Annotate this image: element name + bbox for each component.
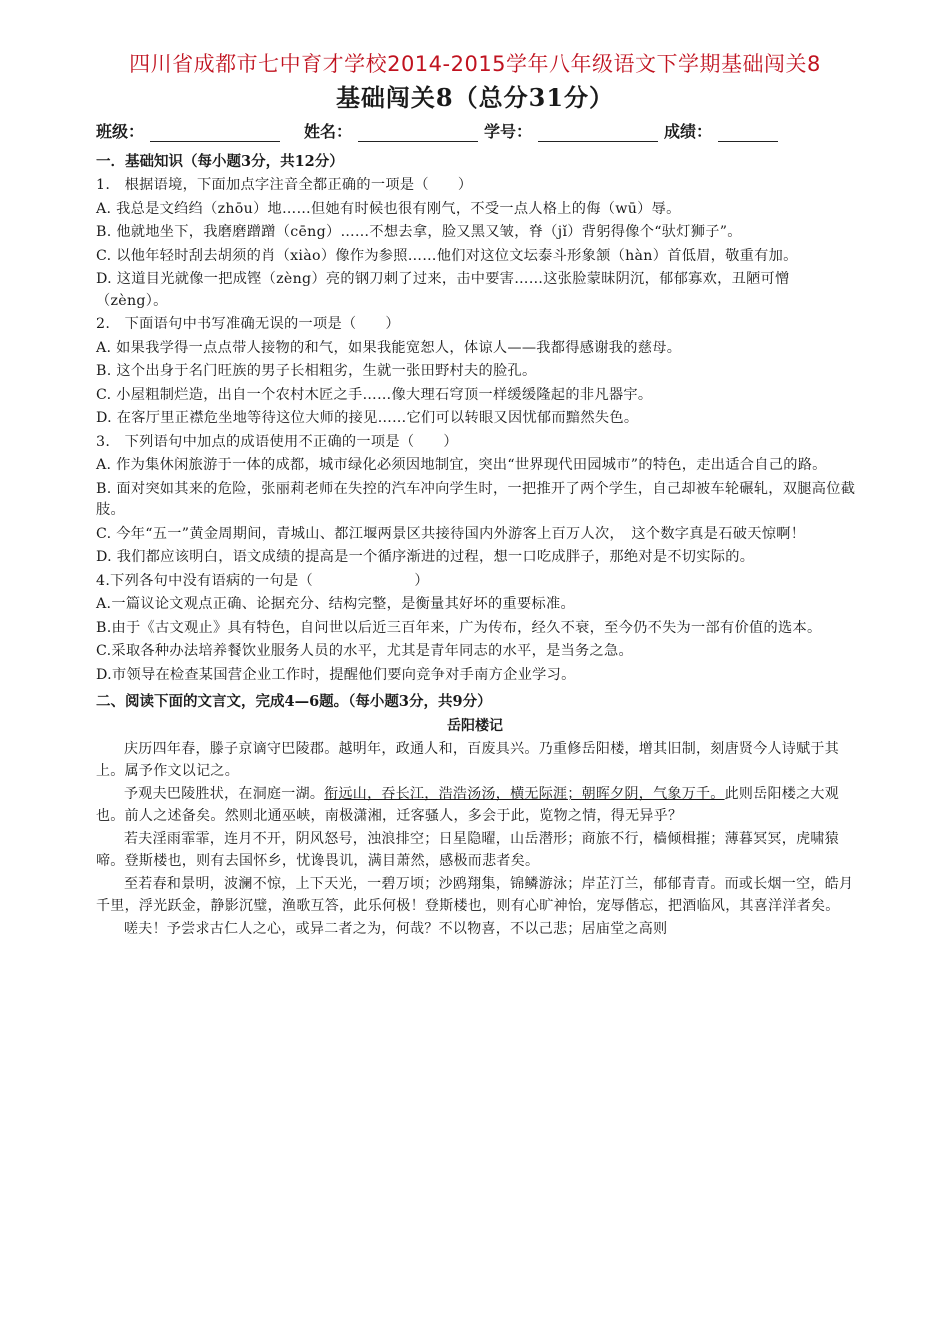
question-4-option-b: B.由于《古文观止》具有特色，自问世以后近三百年来，广为传布，经久不衰，至今仍不失为一部有价值的选本。	[96, 619, 822, 636]
question-2-option-c: C. 小屋粗制烂造，出自一个农村木匠之手……像大理石穹顶一样缓缓隆起的非凡器宇。	[96, 386, 653, 403]
essay-underlined-sentence: 衔远山，吞长江，浩浩汤汤，横无际涯；朝晖夕阴，气象万千。	[324, 786, 725, 802]
essay-title: 岳阳楼记	[447, 718, 503, 734]
name-label: 姓名：	[304, 122, 353, 141]
scanned-exam-sheet	[90, 76, 860, 996]
essay-paragraph-4: 至若春和景明，波澜不惊，上下天光，一碧万顷；沙鸥翔集，锦鳞游泳；岸芷汀兰，郁郁青青。而或长烟一空，皓月千里，浮光跃金，静影沉璧，渔歌互答，此乐何极！登斯楼也，则有心旷神怡，宠辱偕忘，把酒临风，其喜洋洋者矣。	[96, 876, 854, 914]
question-2	[90, 314, 860, 430]
question-3-option-b: B. 面对突如其来的危险，张丽莉老师在失控的汽车冲向学生时，一把推开了两个学生，自己却被车轮碾轧，双腿高位截肢。	[96, 480, 856, 518]
essay-paragraph-3: 若夫淫雨霏霏，连月不开，阴风怒号，浊浪排空；日星隐曜，山岳潜形；商旅不行，樯倾楫摧；薄暮冥冥，虎啸猿啼。登斯楼也，则有去国怀乡，忧谗畏讥，满目萧然，感极而悲者矣。	[96, 831, 839, 869]
student-info-row	[96, 119, 860, 142]
essay-paragraph-2	[96, 784, 860, 827]
name-blank[interactable]	[358, 125, 478, 142]
question-4-stem: 4.下列各句中没有语病的一句是（ ）	[96, 572, 429, 589]
section1-heading: 一．基础知识（每小题3分，共12分）	[96, 153, 344, 170]
id-blank[interactable]	[538, 125, 658, 142]
score-blank[interactable]	[718, 125, 778, 142]
question-1-option-d: D. 这道目光就像一把成铿（zèng）亮的钢刀刺了过来，击中要害……这张脸蒙昧阴沉，郁郁寡欢，丑陋可憎（zèng）。	[96, 271, 790, 309]
section2-heading: 二、阅读下面的文言文，完成4—6题。（每小题3分，共9分）	[96, 693, 492, 710]
essay-paragraph-2-end: 此则岳阳楼之大观也。前人之述备矣。然则北通巫峡，南极潇湘，迁客骚人，多会于此，览物之情，得无异乎？	[96, 786, 840, 824]
question-1	[90, 175, 860, 312]
class-blank[interactable]	[150, 125, 280, 142]
question-1-stem: 1. 根据语境，下面加点字注音全都正确的一项是（ ）	[96, 177, 473, 193]
class-label: 班级：	[96, 122, 145, 141]
question-2-stem: 2. 下面语句中书写准确无误的一项是（ ）	[96, 316, 400, 332]
essay-paragraph-2-start: 予观夫巴陵胜状，在洞庭一湖。	[124, 786, 325, 802]
question-1-option-c: C. 以他年轻时刮去胡须的肖（xiào）像作为参照……他们对这位文坛泰斗形象颔（hàn）首低眉，敬重有加。	[96, 247, 798, 264]
question-3	[90, 432, 860, 569]
score-label: 成绩：	[664, 122, 713, 141]
id-label: 学号：	[484, 122, 533, 141]
question-1-option-b: B. 他就地坐下，我磨磨蹭蹭（cēng）……不想去拿，脸又黑又皱，脊（jǐ）背躬得像个“驮灯狮子”。	[96, 224, 742, 240]
question-3-option-a: A. 作为集休闲旅游于一体的成都，城市绿化必须因地制宜，突出“世界现代田园城市”的特色，走出适合自己的路。	[96, 457, 827, 473]
question-2-option-d: D. 在客厅里正襟危坐地等待这位大师的接见……它们可以转眼又因忧郁而黯然失色。	[96, 410, 639, 426]
essay-paragraph-5: 嗟夫！予尝求古仁人之心，或异二者之为，何哉？不以物喜，不以己悲；居庙堂之高则	[124, 921, 668, 937]
question-2-option-a: A. 如果我学得一点点带人接物的和气，如果我能宽恕人，体谅人——我都得感谢我的慈母。	[96, 339, 682, 356]
question-4-option-d: D.市领导在检查某国营企业工作时，提醒他们要向竞争对手南方企业学习。	[96, 666, 576, 683]
question-3-option-d: D. 我们都应该明白，语文成绩的提高是一个循序渐进的过程，想一口吃成胖子，那绝对是不切实际的。	[96, 549, 755, 565]
question-1-option-a: A. 我总是文绉绉（zhōu）地……但她有时候也很有刚气，不受一点人格上的侮（wū）辱。	[96, 200, 681, 217]
question-4-option-c: C.采取各种办法培养餐饮业服务人员的水平，尤其是青年同志的水平，是当务之急。	[96, 643, 634, 659]
document-title: 四川省成都市七中育才学校2014-2015学年八年级语文下学期基础闯关8	[129, 52, 821, 76]
question-4-option-a: A.一篇议论文观点正确、论据充分、结构完整，是衡量其好坏的重要标准。	[96, 596, 575, 612]
question-2-option-b: B. 这个出身于名门旺族的男子长相粗劣，生就一张田野村夫的脸孔。	[96, 363, 537, 379]
question-3-option-c: C. 今年“五一”黄金周期间，青城山、都江堰两景区共接待国内外游客上百万人次， 这个数字真是石破天惊啊！	[96, 525, 806, 542]
sheet-title: 基础闯关8（总分31分）	[335, 83, 615, 112]
question-3-stem: 3. 下列语句中加点的成语使用不正确的一项是（ ）	[96, 433, 458, 450]
question-4	[90, 571, 860, 687]
essay-paragraph-1: 庆历四年春，滕子京谪守巴陵郡。越明年，政通人和，百废具兴。乃重修岳阳楼，增其旧制，刻唐贤今人诗赋于其上。属予作文以记之。	[96, 741, 839, 779]
